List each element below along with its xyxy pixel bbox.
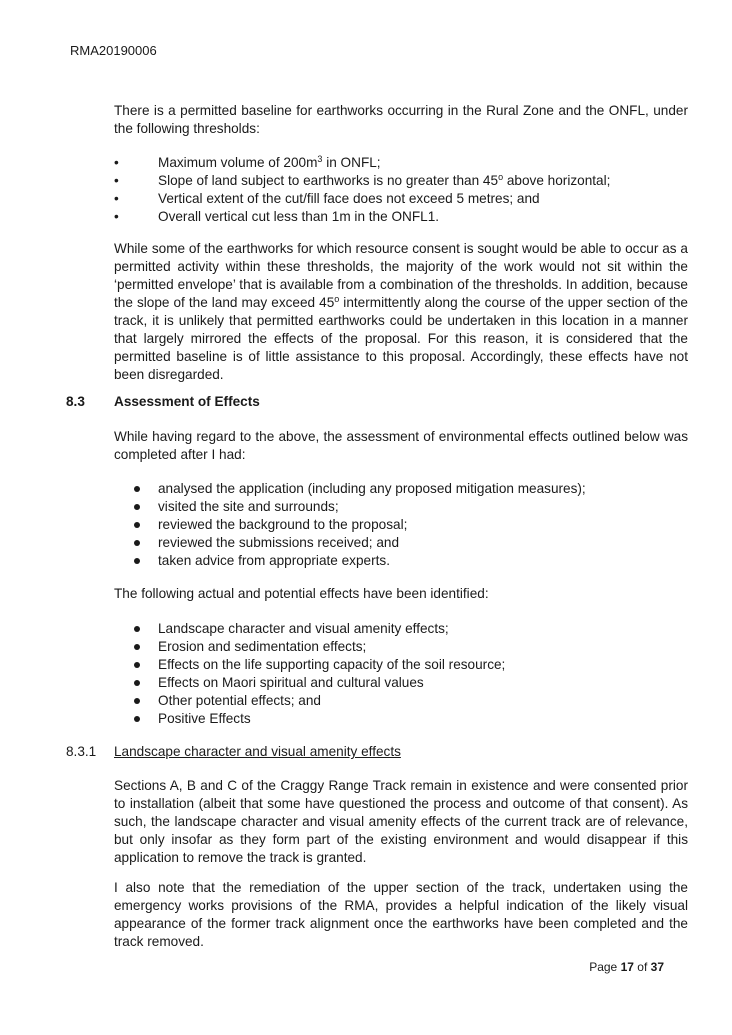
bullet-dot-icon (134, 698, 140, 704)
list-item: analysed the application (including any proposed mitigation measures); (114, 480, 688, 498)
list-item: visited the site and surrounds; (114, 498, 688, 516)
paragraph-effects-intro: The following actual and potential effects have been identified: (114, 586, 489, 601)
paragraph-permitted-baseline: There is a permitted baseline for earthworks occurring in the Rural Zone and the ONFL, under the following thresholds: (114, 103, 688, 136)
list-item: • Vertical extent of the cut/fill face does not exceed 5 metres; and (114, 191, 540, 206)
paragraph-permitted-envelope: While some of the earthworks for which resource consent is sought would be able to occur as a permitted activity within these thresholds, the majority of the work would not sit within the ‘permitted envelope’ that is available from a combination of the thresholds. In addition, because the slope of the land may exceed 45$^o$ intermittently along the course of the upper section of the track, it is unlikely that permitted earthworks could be undertaken in this location in a manner that largely mirrored the effects of the proposal. For this reason, it is considered that the permitted baseline is of little assistance to this proposal. Accordingly, these effects have not been disregarded. (114, 241, 688, 382)
paragraph-remediation: I also note that the remediation of the upper section of the track, undertaken using the emergency works provisions of the RMA, provides a helpful indication of the likely visual appearance of the former track alignment once the earthworks have been completed and the track removed. (114, 880, 688, 949)
list-item: reviewed the submissions received; and (114, 534, 688, 552)
section-number: 8.3 (66, 394, 85, 409)
page-number: Page 17 of 37 (589, 960, 664, 974)
bullet-dot-icon (134, 662, 140, 668)
list-item: Effects on Maori spiritual and cultural values (114, 674, 688, 692)
bullet-dot-icon (134, 716, 140, 722)
list-item: Effects on the life supporting capacity of the soil resource; (114, 656, 688, 674)
bullet-mark: • (114, 155, 119, 170)
paragraph-assessment-intro: While having regard to the above, the assessment of environmental effects outlined below was completed after I had: (114, 429, 688, 462)
bullet-dot-icon (134, 644, 140, 650)
bullet-dot-icon (134, 558, 140, 564)
list-item: taken advice from appropriate experts. (114, 552, 688, 570)
assessment-steps-list (114, 480, 688, 570)
bullet-mark: • (114, 209, 119, 224)
bullet-dot-icon (134, 504, 140, 510)
list-item: • Overall vertical cut less than 1m in the ONFL1. (114, 209, 440, 224)
list-item: • Maximum volume of $200m^3$ in ONFL; (114, 154, 381, 170)
bullet-mark: • (114, 173, 119, 188)
document-id: RMA20190006 (70, 43, 157, 58)
effects-list (114, 620, 688, 728)
thresholds-list (114, 154, 688, 226)
list-item: reviewed the background to the proposal; (114, 516, 688, 534)
bullet-dot-icon (134, 540, 140, 546)
list-item: Erosion and sedimentation effects; (114, 638, 688, 656)
paragraph-craggy-range-track: Sections A, B and C of the Craggy Range Track remain in existence and were consented prior to installation (albeit that some have questioned the process and outcome of that consent). As such, the landscape character and visual amenity effects of the current track are of relevance, but only insofar as they form part of the existing environment and would disappear if this application to remove the track is granted. (114, 778, 688, 865)
bullet-dot-icon (134, 680, 140, 686)
bullet-mark: • (114, 191, 119, 206)
bullet-dot-icon (134, 626, 140, 632)
section-title: Assessment of Effects (114, 394, 260, 409)
list-item: • Slope of land subject to earthworks is no greater than 45$^o$ above horizontal; (114, 172, 611, 188)
bullet-dot-icon (134, 522, 140, 528)
list-item: Positive Effects (114, 710, 688, 728)
bullet-dot-icon (134, 486, 140, 492)
section-title: Landscape character and visual amenity effects (114, 744, 401, 759)
section-number: 8.3.1 (66, 744, 97, 759)
list-item: Other potential effects; and (114, 692, 688, 710)
list-item: Landscape character and visual amenity effects; (114, 620, 688, 638)
